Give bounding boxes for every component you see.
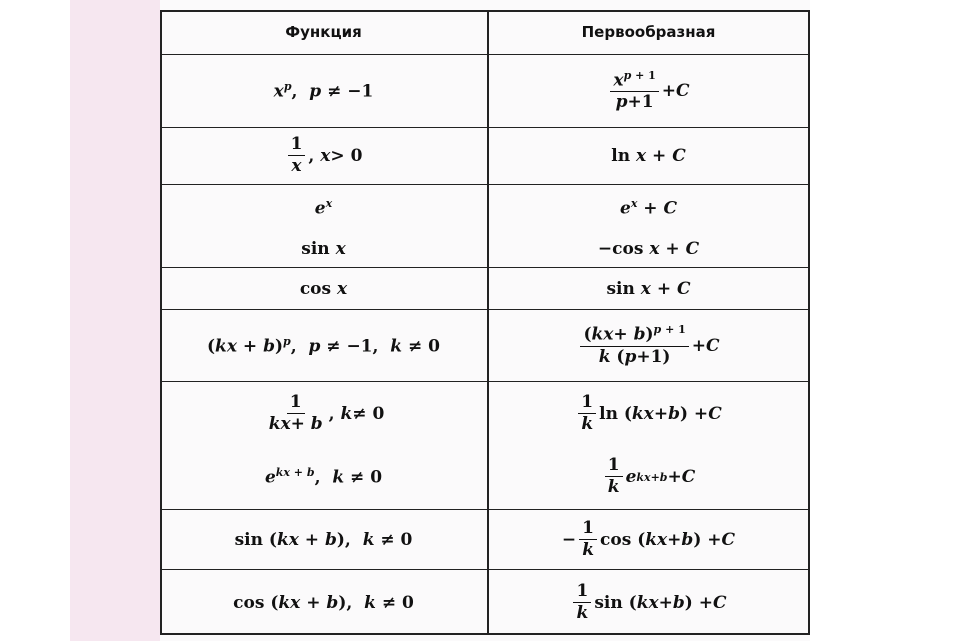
row-function: $e^{kx}$ + $^b$, k ≠ 0 <box>264 466 383 488</box>
table-row <box>160 128 810 185</box>
row-antiderivative: $\frac{1}{k}$ ln ( kx + b ) + C <box>487 382 810 445</box>
table-row <box>160 510 810 570</box>
row-antiderivative: −cos x + C <box>597 239 700 259</box>
table-row <box>160 185 810 231</box>
table-row <box>160 55 810 128</box>
table-row <box>160 445 810 510</box>
row-function: cos x <box>299 278 348 299</box>
header-function: Функция <box>285 23 362 41</box>
row-function: $\frac{1}{x}$ , x > 0 <box>160 128 487 184</box>
row-antiderivative: sin x + C <box>606 278 691 299</box>
row-function: sin x <box>301 239 346 259</box>
row-function: $\frac{1}{kx+ b}$ , k ≠ 0 <box>268 391 385 434</box>
table-row <box>160 570 810 635</box>
page-margin-tint <box>70 0 160 641</box>
row-antiderivative: − $\frac{1}{k}$ cos ( kx + b ) + C <box>561 517 736 560</box>
table-row <box>160 382 810 445</box>
row-antiderivative: ln x + C <box>611 146 686 166</box>
row-function: cos (kx + b), k ≠ 0 <box>233 592 414 613</box>
row-function: sin (kx + b), k ≠ 0 <box>234 529 413 550</box>
table-header <box>160 10 810 55</box>
header-antiderivative: Первообразная <box>581 23 716 41</box>
row-function: $e^x$ <box>314 197 333 219</box>
row-antiderivative: $e^x + C$ <box>619 197 677 219</box>
row-function: (kx + b)$^p$, p ≠ −1, k ≠ 0 <box>207 334 440 357</box>
row-antiderivative: $\frac{(kx+ b)^p ^{+ 1}}{k (p+1)}$ + C <box>487 310 810 381</box>
row-function: $x^p$, p ≠ −1 <box>273 80 374 102</box>
table-row <box>160 268 810 310</box>
row-antiderivative: $\frac{1}{k}$ sin ( kx + b ) + C <box>487 570 810 635</box>
row-antiderivative: $\frac{x^p ^{+ 1}}{p+1}$ + C <box>487 55 810 127</box>
table-row <box>160 310 810 382</box>
table-row <box>160 231 810 268</box>
row-antiderivative: $\frac{1}{k}$ e kx + b + C <box>487 445 810 509</box>
